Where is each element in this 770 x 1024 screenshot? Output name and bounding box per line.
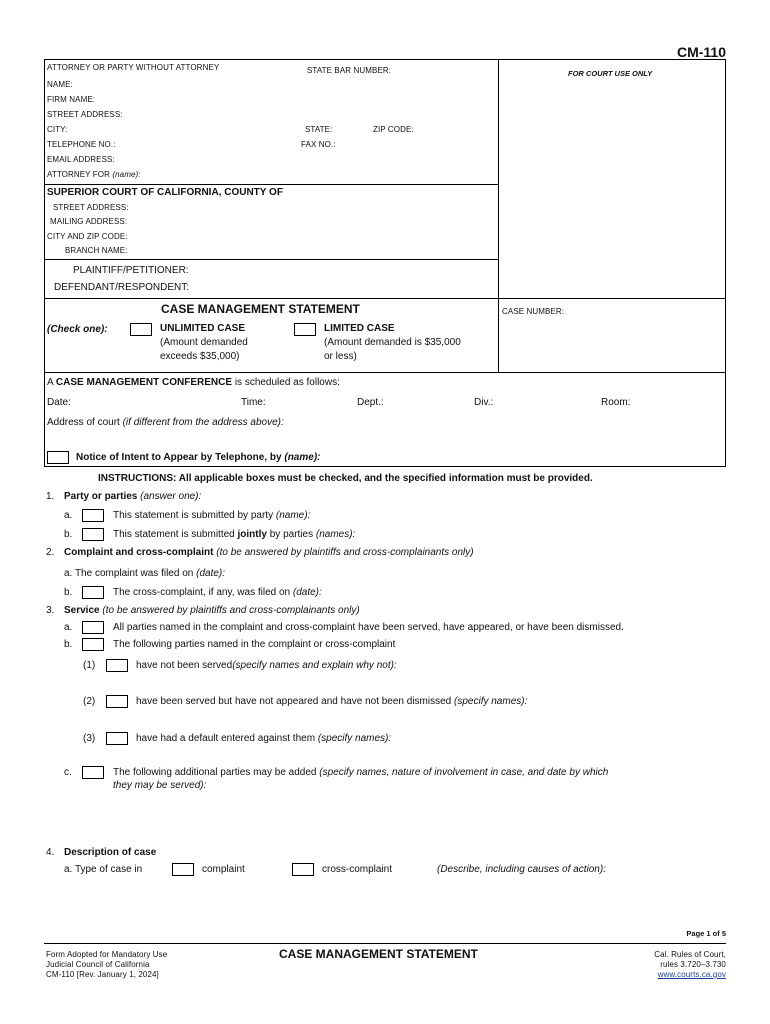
- unlimited-case-note-2: exceeds $35,000): [160, 351, 240, 362]
- s1b-text: This statement is submitted jointly by parties (names):: [113, 529, 356, 540]
- court-mailing-label: MAILING ADDRESS:: [50, 217, 128, 226]
- unlimited-case-note-1: (Amount demanded: [160, 337, 248, 348]
- s2b-letter: b.: [64, 587, 73, 598]
- date-label: Date:: [47, 397, 71, 408]
- telephone-notice-checkbox[interactable]: [47, 451, 69, 464]
- s2-number: 2.: [46, 547, 55, 558]
- cross-complaint-label: cross-complaint: [322, 864, 393, 875]
- s1a-checkbox[interactable]: [82, 509, 104, 522]
- limited-case-note-1: (Amount demanded is $35,000: [324, 337, 461, 348]
- court-heading: SUPERIOR COURT OF CALIFORNIA, COUNTY OF: [47, 187, 283, 198]
- s1-title: Party or parties (answer one):: [64, 491, 202, 502]
- time-label: Time:: [241, 397, 266, 408]
- s3b1-checkbox[interactable]: [106, 659, 128, 672]
- cross-complaint-checkbox[interactable]: [292, 863, 314, 876]
- s3a-checkbox[interactable]: [82, 621, 104, 634]
- fax-label: FAX NO.:: [301, 140, 336, 149]
- s3c-text-cont: they may be served):: [113, 780, 207, 791]
- court-use-label: FOR COURT USE ONLY: [568, 69, 653, 78]
- adopted-line-1: Form Adopted for Mandatory Use: [46, 950, 168, 959]
- s3b2-text: have been served but have not appeared and have not been dismissed (specify names):: [136, 696, 528, 707]
- s3b3-checkbox[interactable]: [106, 732, 128, 745]
- courts-link[interactable]: www.courts.ca.gov: [657, 970, 726, 979]
- room-label: Room:: [601, 397, 631, 408]
- limited-case-label: LIMITED CASE: [324, 323, 395, 334]
- telephone-notice-label: Notice of Intent to Appear by Telephone, by (name):: [76, 452, 321, 463]
- s3c-letter: c.: [64, 767, 72, 778]
- s4a-text: a. Type of case in: [64, 864, 143, 875]
- email-label: EMAIL ADDRESS:: [47, 155, 115, 164]
- limited-case-checkbox[interactable]: [294, 323, 316, 336]
- s3c-text: The following additional parties may be added (specify names, nature of involvement in case, and date by which: [113, 767, 609, 778]
- footer-title: CASE MANAGEMENT STATEMENT: [279, 947, 478, 961]
- street-label: STREET ADDRESS:: [47, 110, 123, 119]
- s2b-text: The cross-complaint, if any, was filed on (date):: [113, 587, 322, 598]
- attorney-heading: ATTORNEY OR PARTY WITHOUT ATTORNEY: [47, 63, 220, 72]
- limited-case-note-2: or less): [324, 351, 357, 362]
- state-bar-label: STATE BAR NUMBER:: [307, 66, 392, 75]
- s3c-checkbox[interactable]: [82, 766, 104, 779]
- statement-title: CASE MANAGEMENT STATEMENT: [161, 302, 360, 316]
- adopted-line-3: CM-110 [Rev. January 1, 2024]: [46, 970, 159, 979]
- s3a-letter: a.: [64, 622, 73, 633]
- state-label: STATE:: [305, 125, 333, 134]
- conference-intro: A CASE MANAGEMENT CONFERENCE is scheduled as follows:: [47, 377, 340, 388]
- s2a-text: a. The complaint was filed on (date):: [64, 568, 226, 579]
- attorney-for-label: ATTORNEY FOR (name):: [47, 170, 141, 179]
- s3b-letter: b.: [64, 639, 73, 650]
- adopted-line-2: Judicial Council of California: [46, 960, 150, 969]
- s1a-text: This statement is submitted by party (name):: [113, 510, 311, 521]
- s3b-checkbox[interactable]: [82, 638, 104, 651]
- s2b-checkbox[interactable]: [82, 586, 104, 599]
- rules-line-2: rules 3.720–3.730: [660, 960, 726, 969]
- plaintiff-label: PLAINTIFF/PETITIONER:: [73, 265, 189, 276]
- s3b1-text: have not been served(specify names and explain why not):: [136, 660, 397, 671]
- name-label: NAME:: [47, 80, 73, 89]
- s3b2-checkbox[interactable]: [106, 695, 128, 708]
- s4-title: Description of case: [64, 847, 157, 858]
- rules-line-1: Cal. Rules of Court,: [654, 950, 726, 959]
- s1b-letter: b.: [64, 529, 73, 540]
- s3b3-text: have had a default entered against them (specify names):: [136, 733, 392, 744]
- s4-number: 4.: [46, 847, 55, 858]
- instructions: INSTRUCTIONS: All applicable boxes must be checked, and the specified information must be provided.: [98, 473, 593, 484]
- div-label: Div.:: [474, 397, 494, 408]
- s2-title: Complaint and cross-complaint (to be answered by plaintiffs and cross-complainants only): [64, 547, 474, 558]
- s1b-checkbox[interactable]: [82, 528, 104, 541]
- address-label: Address of court (if different from the address above):: [47, 417, 284, 428]
- s1-number: 1.: [46, 491, 55, 502]
- s3b3-label: (3): [83, 733, 96, 744]
- s3a-text: All parties named in the complaint and cross-complaint have been served, have appeared, or have been dismissed.: [113, 622, 624, 633]
- phone-label: TELEPHONE NO.:: [47, 140, 116, 149]
- city-label: CITY:: [47, 125, 68, 134]
- s4-hint: (Describe, including causes of action):: [437, 864, 606, 875]
- s3b1-label: (1): [83, 660, 96, 671]
- firm-label: FIRM NAME:: [47, 95, 96, 104]
- dept-label: Dept.:: [357, 397, 384, 408]
- s3b2-label: (2): [83, 696, 96, 707]
- case-number-label: CASE NUMBER:: [502, 307, 565, 316]
- court-street-label: STREET ADDRESS:: [53, 203, 129, 212]
- defendant-label: DEFENDANT/RESPONDENT:: [54, 282, 190, 293]
- check-one-label: (Check one):: [47, 324, 108, 335]
- complaint-label: complaint: [202, 864, 245, 875]
- complaint-checkbox[interactable]: [172, 863, 194, 876]
- s1a-letter: a.: [64, 510, 73, 521]
- form-id: CM-110: [676, 44, 726, 60]
- s3-title: Service (to be answered by plaintiffs and cross-complainants only): [64, 605, 360, 616]
- s3b-text: The following parties named in the complaint or cross-complaint: [113, 639, 396, 650]
- unlimited-case-label: UNLIMITED CASE: [160, 323, 245, 334]
- page-number: Page 1 of 5: [686, 929, 726, 938]
- s3-number: 3.: [46, 605, 55, 616]
- zip-label: ZIP CODE:: [373, 125, 414, 134]
- unlimited-case-checkbox[interactable]: [130, 323, 152, 336]
- branch-label: BRANCH NAME:: [65, 246, 128, 255]
- court-city-label: CITY AND ZIP CODE:: [47, 232, 128, 241]
